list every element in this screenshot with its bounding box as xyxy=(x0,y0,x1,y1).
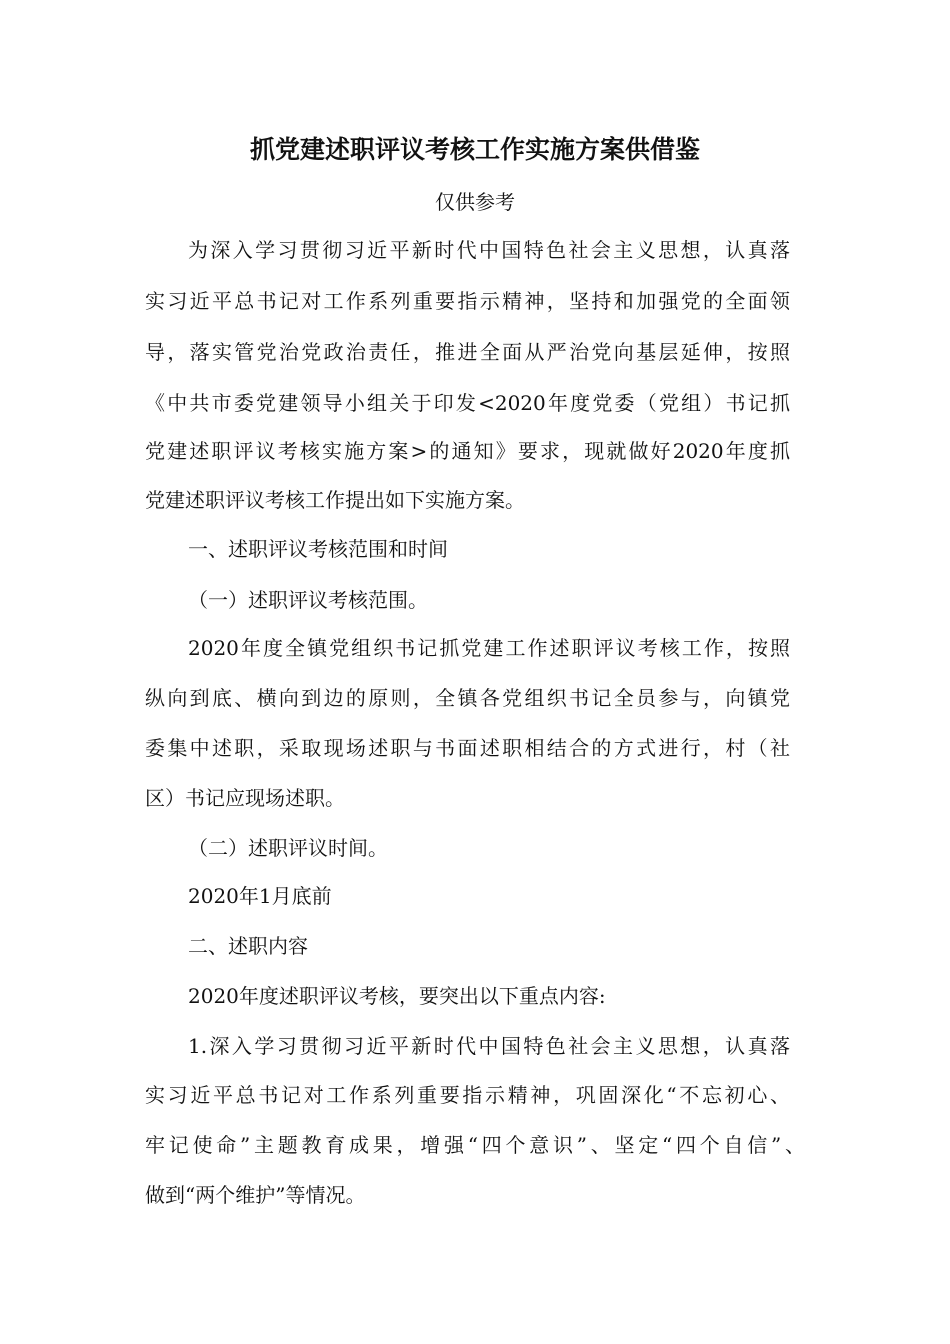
document-subtitle: 仅供参考 xyxy=(435,190,515,214)
subsection-heading: （一）述职评议考核范围。 xyxy=(188,588,428,612)
paragraph-line: 委集中述职，采取现场述职与书面述职相结合的方式进行，村（社 xyxy=(145,736,790,760)
document-title: 抓党建述职评议考核工作实施方案供借鉴 xyxy=(249,135,700,164)
subsection-heading: （二）述职评议时间。 xyxy=(188,836,388,860)
paragraph-line: 纵向到底、横向到边的原则，全镇各党组织书记全员参与，向镇党 xyxy=(145,686,790,710)
paragraph-line: 2020年度述职评议考核，要突出以下重点内容: xyxy=(188,984,606,1008)
paragraph-line: 党建述职评议考核工作提出如下实施方案。 xyxy=(145,488,525,512)
paragraph-line: 1.深入学习贯彻习近平新时代中国特色社会主义思想，认真落 xyxy=(188,1034,790,1058)
paragraph-line: 牢记使命”主题教育成果，增强“四个意识”、坚定“四个自信”、 xyxy=(145,1133,805,1157)
paragraph-line: 实习近平总书记对工作系列重要指示精神，巩固深化“不忘初心、 xyxy=(145,1083,790,1107)
section-heading: 二、述职内容 xyxy=(188,934,308,958)
paragraph-line: 2020年1月底前 xyxy=(188,884,332,908)
paragraph-line: 做到“两个维护”等情况。 xyxy=(145,1183,366,1207)
paragraph-line: 导，落实管党治党政治责任，推进全面从严治党向基层延伸，按照 xyxy=(145,340,790,364)
paragraph-line: 实习近平总书记对工作系列重要指示精神，坚持和加强党的全面领 xyxy=(145,289,790,313)
paragraph-line: 为深入学习贯彻习近平新时代中国特色社会主义思想，认真落 xyxy=(188,238,790,262)
section-heading: 一、述职评议考核范围和时间 xyxy=(188,537,448,561)
paragraph-line: 《中共市委党建领导小组关于印发<2020年度党委（党组）书记抓 xyxy=(145,391,790,415)
paragraph-line: 2020年度全镇党组织书记抓党建工作述职评议考核工作，按照 xyxy=(188,636,790,660)
paragraph-line: 区）书记应现场述职。 xyxy=(145,786,345,810)
paragraph-line: 党建述职评议考核实施方案>的通知》要求，现就做好2020年度抓 xyxy=(145,439,790,463)
